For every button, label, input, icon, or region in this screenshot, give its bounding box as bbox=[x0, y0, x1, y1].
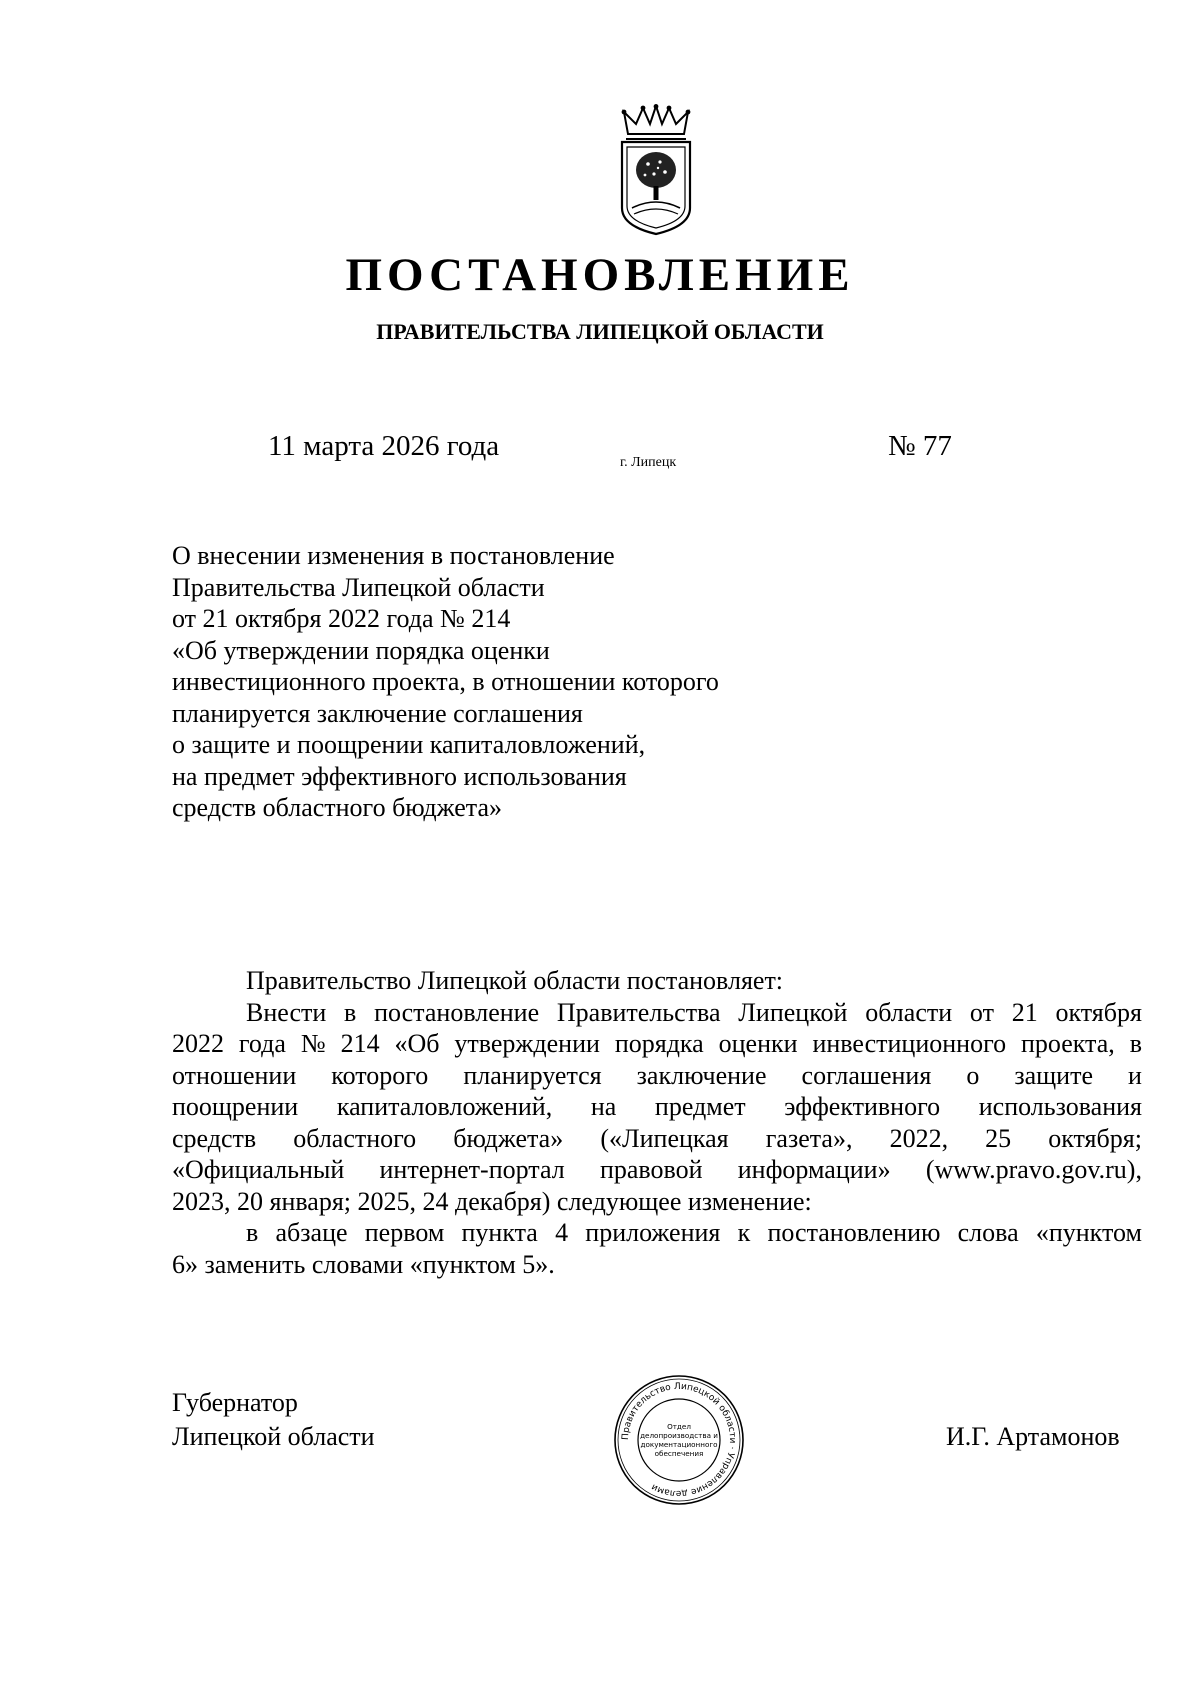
stamp-inner-line: документационного bbox=[640, 1440, 718, 1449]
body-word: инвестиционного bbox=[812, 1029, 1007, 1058]
document-subtitle: ПРАВИТЕЛЬСТВА ЛИПЕЦКОЙ ОБЛАСТИ bbox=[376, 319, 824, 344]
body-word: соглашения bbox=[801, 1060, 932, 1090]
body-word: («Липецкая bbox=[600, 1123, 729, 1153]
body-word: защите bbox=[1014, 1060, 1093, 1090]
body-word: правовой bbox=[599, 1155, 703, 1184]
body-word: эффективного bbox=[784, 1092, 941, 1121]
body-word: «Официальный bbox=[172, 1155, 345, 1184]
body-word: постановлению bbox=[767, 1218, 941, 1247]
stamp-inner-line: обеспечения bbox=[654, 1449, 704, 1458]
body-word: порядка bbox=[614, 1029, 704, 1058]
body-word: 214 bbox=[340, 1029, 380, 1058]
body-word: в bbox=[246, 1218, 259, 1247]
document-body bbox=[172, 965, 1142, 1280]
body-word: слова bbox=[957, 1218, 1019, 1247]
body-word: в bbox=[344, 997, 357, 1027]
body-word: предмет bbox=[654, 1092, 746, 1121]
body-word: Правительства bbox=[556, 997, 721, 1027]
body-word: абзаце bbox=[275, 1218, 348, 1247]
body-word: пункта bbox=[461, 1218, 538, 1247]
body-line: 6» заменить словами «пунктом 5». bbox=[172, 1249, 555, 1279]
body-word: о bbox=[966, 1060, 980, 1090]
heading-line: средств областного бюджета» bbox=[172, 793, 503, 822]
heading-line: от 21 октября 2022 года № 214 bbox=[172, 604, 511, 633]
document-date: 11 марта 2026 года bbox=[268, 430, 500, 462]
signature-position-line: Липецкой области bbox=[172, 1422, 375, 1451]
document-number: № 77 bbox=[888, 430, 952, 462]
body-word: года bbox=[238, 1029, 286, 1058]
body-word: которого bbox=[331, 1060, 429, 1090]
body-word: к bbox=[737, 1218, 751, 1247]
body-line bbox=[172, 1123, 1142, 1155]
body-word: октября; bbox=[1048, 1123, 1142, 1153]
body-word: 25 bbox=[985, 1123, 1012, 1153]
body-word: планируется bbox=[463, 1060, 602, 1090]
heading-line: инвестиционного проекта, в отношении которого bbox=[172, 667, 719, 696]
body-word: 4 bbox=[555, 1218, 569, 1247]
heading-line: О внесении изменения в постановление bbox=[172, 541, 615, 570]
body-line bbox=[172, 1091, 1142, 1123]
body-word: Липецкой bbox=[738, 997, 848, 1027]
heading-line: о защите и поощрении капиталовложений, bbox=[172, 730, 646, 759]
body-word: использования bbox=[978, 1092, 1142, 1121]
signature-position bbox=[172, 1386, 375, 1454]
body-word: № bbox=[300, 1029, 326, 1058]
body-line bbox=[172, 1217, 1142, 1249]
body-word: оценки bbox=[718, 1029, 798, 1058]
stamp-inner-line: Отдел bbox=[667, 1422, 691, 1431]
body-word: постановление bbox=[374, 997, 540, 1027]
stamp-inner-line: делопроизводства и bbox=[640, 1431, 718, 1440]
body-word: 21 bbox=[1011, 997, 1038, 1027]
body-word: приложения bbox=[585, 1218, 721, 1247]
heading-line: на предмет эффективного использования bbox=[172, 761, 627, 791]
signature-position-line: Губернатор bbox=[172, 1388, 298, 1417]
document-heading bbox=[172, 540, 872, 824]
body-word: заключение bbox=[636, 1060, 767, 1090]
body-word: Внести bbox=[246, 997, 327, 1027]
body-word: области bbox=[865, 997, 953, 1027]
body-word: информации» bbox=[737, 1155, 891, 1184]
heading-line: «Об утверждении порядка оценки bbox=[172, 635, 550, 665]
document-city: г. Липецк bbox=[620, 455, 677, 470]
body-line: Правительство Липецкой области постановляет: bbox=[246, 966, 784, 995]
body-word: (www.pravo.gov.ru), bbox=[925, 1155, 1142, 1184]
body-line bbox=[172, 997, 1142, 1029]
body-word: «пунктом bbox=[1035, 1218, 1142, 1247]
signatory-name: И.Г. Артамонов bbox=[946, 1422, 1120, 1451]
body-word: газета», bbox=[765, 1123, 853, 1153]
body-word: в bbox=[1129, 1029, 1142, 1058]
body-word: 2022 bbox=[172, 1029, 224, 1058]
body-word: первом bbox=[364, 1218, 445, 1247]
body-word: бюджета» bbox=[453, 1123, 564, 1153]
body-word: от bbox=[969, 997, 994, 1027]
heading-line: планируется заключение соглашения bbox=[172, 698, 583, 728]
body-word: поощрении bbox=[172, 1092, 299, 1121]
body-word: утверждении bbox=[454, 1029, 600, 1058]
body-word: отношении bbox=[172, 1060, 297, 1090]
heading-line: Правительства Липецкой области bbox=[172, 572, 545, 602]
body-line bbox=[172, 1060, 1142, 1092]
body-word: областного bbox=[293, 1123, 417, 1153]
body-word: проекта, bbox=[1021, 1029, 1115, 1058]
body-word: и bbox=[1128, 1060, 1142, 1090]
body-line bbox=[172, 1028, 1142, 1060]
coat-of-arms-emblem-icon bbox=[612, 104, 700, 239]
body-word: «Об bbox=[394, 1029, 440, 1058]
official-stamp bbox=[612, 1373, 746, 1507]
body-word: октября bbox=[1055, 997, 1142, 1027]
body-word: капиталовложений, bbox=[336, 1092, 553, 1121]
body-word: на bbox=[590, 1092, 617, 1121]
stamp-outer-text: Правительство Липецкой области · Управление делами bbox=[620, 1381, 738, 1499]
document-title: ПОСТАНОВЛЕНИЕ bbox=[345, 249, 855, 301]
body-line bbox=[172, 1154, 1142, 1186]
body-word: средств bbox=[172, 1123, 257, 1153]
body-word: 2022, bbox=[889, 1123, 949, 1153]
body-word: интернет-портал bbox=[379, 1155, 565, 1184]
body-line: 2023, 20 января; 2025, 24 декабря) следующее изменение: bbox=[172, 1186, 812, 1216]
